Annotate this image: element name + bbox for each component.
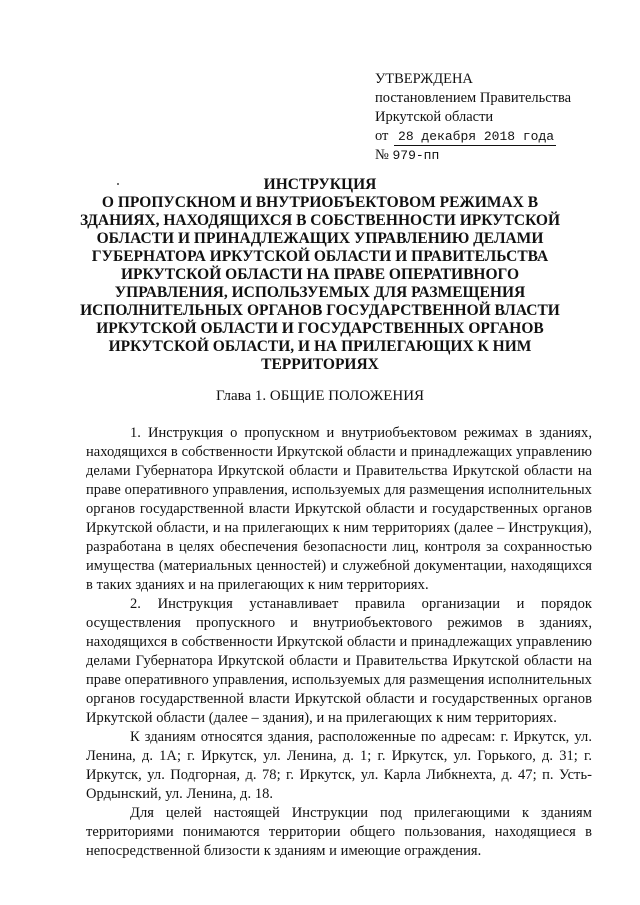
title-line: ТЕРРИТОРИЯХ xyxy=(261,356,379,373)
approval-number-prefix: № xyxy=(375,147,389,163)
approval-number: 979-пп xyxy=(392,148,440,163)
title-line: ГУБЕРНАТОРА ИРКУТСКОЙ ОБЛАСТИ И ПРАВИТЕЛЬСТВА xyxy=(91,248,549,265)
paragraph: Для целей настоящей Инструкции под прилегающими к зданиям территориями понимаются территории общего пользования, находящиеся в непосредственной близости к зданиям и имеющие ограждения. xyxy=(86,805,592,859)
approval-stamp xyxy=(375,70,571,165)
title-line: УПРАВЛЕНИЯ, ИСПОЛЬЗУЕМЫХ ДЛЯ РАЗМЕЩЕНИЯ xyxy=(114,284,526,301)
title-line: ИРКУТСКОЙ ОБЛАСТИ, И НА ПРИЛЕГАЮЩИХ К НИМ xyxy=(108,338,532,355)
approval-date-prefix: от xyxy=(375,128,389,144)
paragraph: 1. Инструкция о пропускном и внутриобъектовом режимах в зданиях, находящихся в собственности Иркутской области и принадлежащих управлению делами Губернатора Иркутской области и Правительства Иркутской области на праве оперативного управления, используемых для размещения исполнительных органов государственной власти Иркутской области и государственных органов Иркутской области, и на прилегающих к ним территориях (далее – Инструкция), разработана в целях обеспечения безопасности лиц, контроля за сохранностью имущества (материальных ценностей) и служебной документации, находящихся в таких зданиях и на прилегающих к ним территориях. xyxy=(86,425,592,593)
chapter-heading: Глава 1. ОБЩИЕ ПОЛОЖЕНИЯ xyxy=(215,388,425,404)
title-line: ИНСТРУКЦИЯ xyxy=(263,176,377,193)
approval-date: 28 декабря 2018 года xyxy=(394,129,556,146)
title-line: ОБЛАСТИ И ПРИНАДЛЕЖАЩИХ УПРАВЛЕНИЮ ДЕЛАМИ xyxy=(96,230,544,247)
title-line: ЗДАНИЯХ, НАХОДЯЩИХСЯ В СОБСТВЕННОСТИ ИРКУТСКОЙ xyxy=(80,212,561,229)
document-title xyxy=(80,176,560,374)
title-line: ИРКУТСКОЙ ОБЛАСТИ И ГОСУДАРСТВЕННЫХ ОРГАНОВ xyxy=(96,320,544,337)
document-body xyxy=(86,424,592,861)
paragraph: 2. Инструкция устанавливает правила организации и порядок осуществления пропускного и внутриобъектового режимов в зданиях, находящихся в собственности Иркутской области и принадлежащих управлению делами Губернатора Иркутской области и Правительства Иркутской области на праве оперативного управления, используемых для размещения исполнительных органов государственной власти Иркутской области и государственных органов Иркутской области (далее – здания), и на прилегающих к ним территориях. xyxy=(86,596,592,726)
title-line: О ПРОПУСКНОМ И ВНУТРИОБЪЕКТОВОМ РЕЖИМАХ В xyxy=(101,194,539,211)
title-line: ИСПОЛНИТЕЛЬНЫХ ОРГАНОВ ГОСУДАРСТВЕННОЙ ВЛАСТИ xyxy=(80,302,560,319)
approval-heading: УТВЕРЖДЕНА xyxy=(375,71,473,87)
approval-issuer-line: постановлением Правительства xyxy=(375,90,572,106)
approval-date-line xyxy=(375,127,571,146)
title-line: ИРКУТСКОЙ ОБЛАСТИ НА ПРАВЕ ОПЕРАТИВНОГО xyxy=(120,266,520,283)
approval-number-line xyxy=(375,146,571,165)
paragraph: К зданиям относятся здания, расположенные по адресам: г. Иркутск, ул. Ленина, д. 1А; г. Иркутск, ул. Ленина, д. 1; г. Иркутск, ул. Горького, д. 31; г. Иркутск, ул. Подгорная, д. 78; г. Иркутск, ул. Карла Либкнехта, д. 47; п. Усть-Ордынский, ул. Ленина, д. 18. xyxy=(86,729,592,802)
approval-region-line: Иркутской области xyxy=(375,109,494,125)
